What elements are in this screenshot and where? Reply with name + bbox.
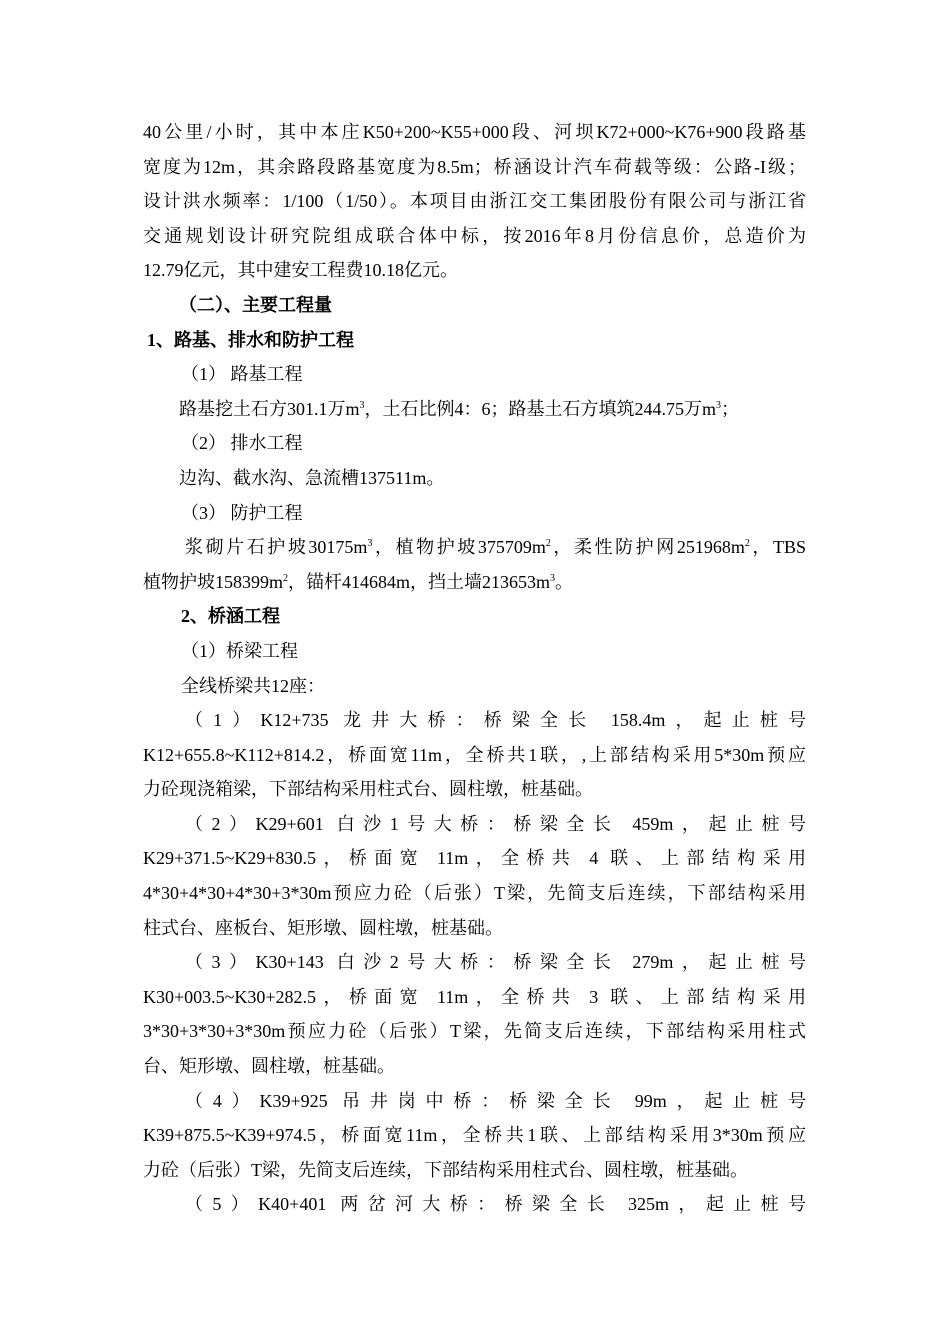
drainage-quantities: 边沟、截水沟、急流槽137511m。 <box>179 467 445 488</box>
bridge-2-line: （2）K29+601 白沙1号大桥：桥梁全长 459m，起止桩号 <box>185 813 806 834</box>
bridge-3-line: （3）K30+143 白沙2号大桥：桥梁全长 279m，起止桩号 <box>185 952 806 973</box>
heading-subgrade-drainage-protection: 1、路基、排水和防护工程 <box>147 329 354 350</box>
bridge-1-line: K12+655.8~K112+814.2，桥面宽11m，全桥共1联，,上部结构采用5*30m预应 <box>143 744 806 765</box>
subheading-bridge-works: （1）桥梁工程 <box>181 640 298 661</box>
intro-line: 12.79亿元，其中建安工程费10.18亿元。 <box>143 260 458 281</box>
bridge-2-line: 柱式台、座板台、矩形墩、圆柱墩，桩基础。 <box>143 917 503 938</box>
protection-quantities-line1: 浆砌片石护坡$30175m^3$，植物护坡$375709m^2$，柔性防护网$251968m^2$，TBS <box>185 537 806 558</box>
bridge-3-line: 台、矩形墩、圆柱墩，桩基础。 <box>143 1056 395 1077</box>
bridge-5-line: （5）K40+401 两岔河大桥：桥梁全长 325m，起止桩号 <box>185 1194 806 1215</box>
heading-bridges-culverts: 2、桥涵工程 <box>181 606 280 627</box>
bridge-4-line: 力砼（后张）T梁，先简支后连续，下部结构采用柱式台、圆柱墩，桩基础。 <box>143 1159 748 1180</box>
subgrade-quantities: 路基挖土石方301.1万$m^3$，土石比例4：6；路基土石方填筑244.75万$m^3$； <box>179 398 740 419</box>
section-heading-main-quantities: （二）、主要工程量 <box>179 294 332 315</box>
bridge-1-line: （1）K12+735 龙井大桥：桥梁全长 158.4m，起止桩号 <box>185 710 806 731</box>
intro-line: 设计洪水频率：1/100（1/50）。本项目由浙江交工集团股份有限公司与浙江省 <box>143 191 806 212</box>
bridge-4-line: （4）K39+925 吊井岗中桥：桥梁全长 99m，起止桩号 <box>185 1090 806 1111</box>
bridge-2-line: K29+371.5~K29+830.5，桥面宽 11m，全桥共 4 联、上部结构采用 <box>143 848 806 869</box>
protection-quantities-line2: 植物护坡$158399m^2$，锚杆414684m，挡土墙$213653m^3$。 <box>143 571 574 592</box>
subheading-subgrade: （1） 路基工程 <box>181 364 303 385</box>
intro-line: 40公里/小时，其中本庄K50+200~K55+000段、河坝K72+000~K76+900段路基 <box>143 122 806 142</box>
intro-line: 宽度为12m，其余路段路基宽度为8.5m；桥涵设计汽车荷载等级：公路-I级； <box>143 156 806 177</box>
bridge-2-line: 4*30+4*30+4*30+3*30m预应力砼（后张）T梁，先简支后连续，下部结构采用 <box>143 883 806 904</box>
subheading-protection: （3） 防护工程 <box>181 502 303 523</box>
bridge-3-line: 3*30+3*30+3*30m预应力砼（后张）T梁，先简支后连续，下部结构采用柱式 <box>143 1021 806 1042</box>
bridge-1-line: 力砼现浇箱梁，下部结构采用柱式台、圆柱墩，桩基础。 <box>143 779 593 800</box>
bridge-4-line: K39+875.5~K39+974.5，桥面宽11m，全桥共1联、上部结构采用3*30m预应 <box>143 1125 806 1146</box>
intro-line: 交通规划设计研究院组成联合体中标，按2016年8月份信息价，总造价为 <box>143 225 806 246</box>
subheading-drainage: （2） 排水工程 <box>181 433 303 454</box>
bridge-count: 全线桥梁共12座： <box>181 675 325 696</box>
bridge-3-line: K30+003.5~K30+282.5，桥面宽 11m，全桥共 3 联、上部结构采用 <box>143 986 806 1007</box>
document-body <box>143 115 806 1222</box>
